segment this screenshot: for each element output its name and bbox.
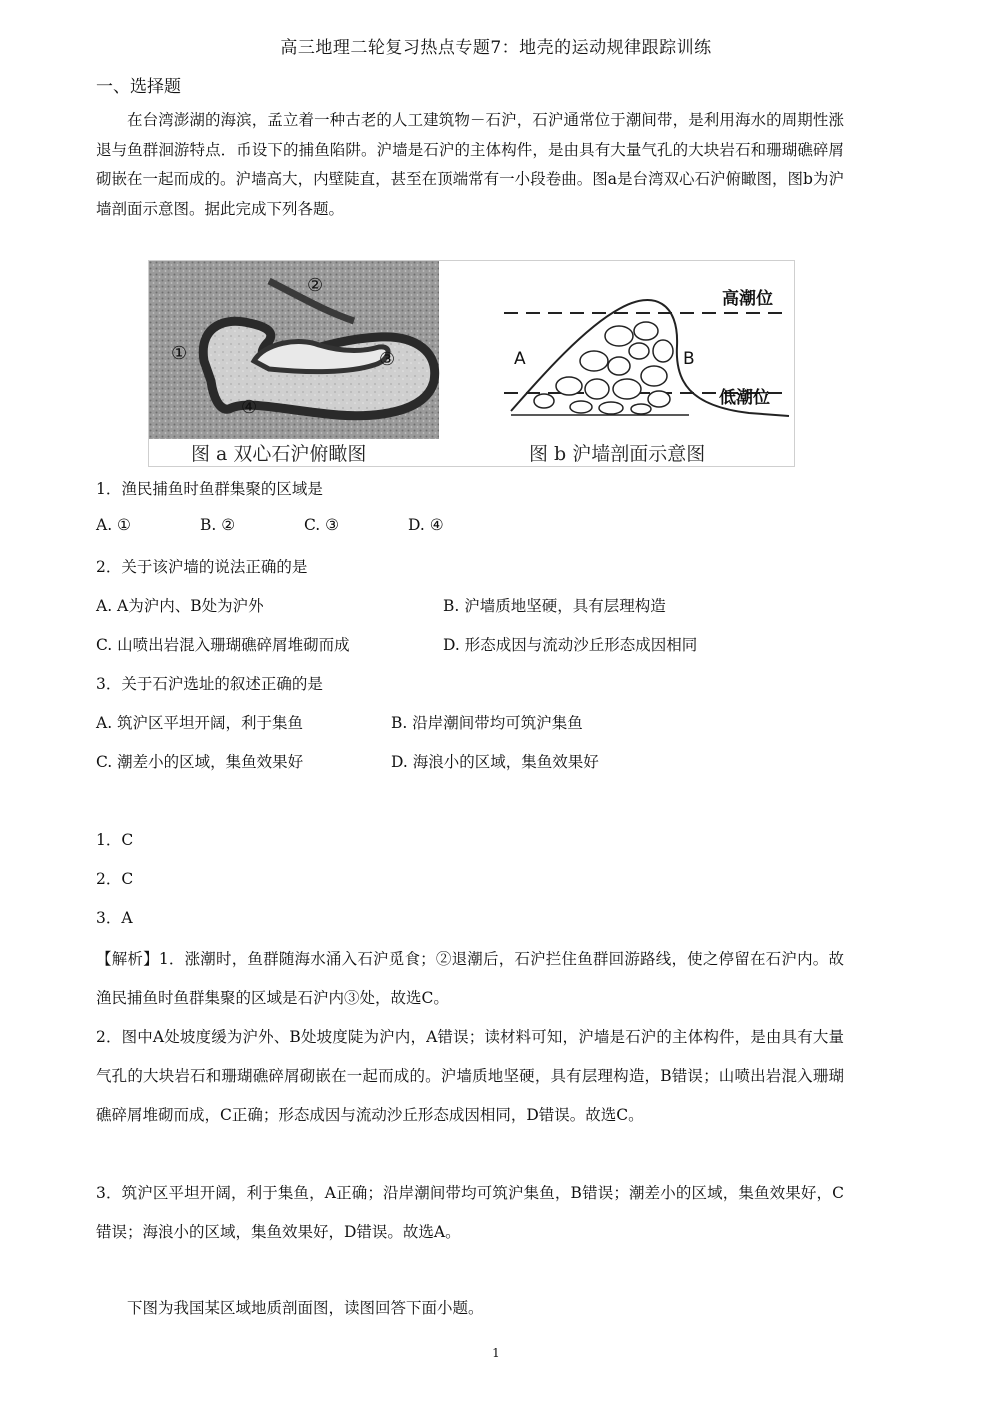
marker-2: ②	[307, 275, 324, 296]
analysis-2: 2．图中A处坡度缓为沪外、B处坡度陡为沪内，A错误；读材料可知，沪墙是石沪的主体构件，是由具有大量气孔的大块岩石和珊瑚礁碎屑砌嵌在一起而成的。沪墙质地坚硬，具有层理构造，B错误；山喷出岩混入珊瑚礁碎屑堆砌而成，C正确；形态成因与流动沙丘形态成因相同，D错误。故选C。	[96, 1028, 844, 1124]
question-2-option-c: C. 山喷出岩混入珊瑚礁碎屑堆砌而成	[96, 636, 350, 654]
low-tide-label: 低潮位	[719, 388, 770, 408]
document-title: 高三地理二轮复习热点专题7：地壳的运动规律跟踪训练	[280, 38, 712, 58]
answer-2: 2．C	[96, 870, 134, 888]
marker-4: ④	[241, 397, 258, 418]
marker-1: ①	[171, 343, 188, 364]
page-number: 1	[492, 1346, 500, 1360]
question-3-option-a: A. 筑沪区平坦开阔，利于集鱼	[96, 714, 304, 732]
answer-3: 3．A	[96, 909, 133, 927]
question-2-option-b: B. 沪墙质地坚硬，具有层理构造	[443, 597, 666, 615]
marker-3: ③	[379, 349, 396, 370]
question-1-option-d: D. ④	[408, 516, 444, 534]
intro-paragraph: 在台湾澎湖的海滨，孟立着一种古老的人工建筑物－石沪，石沪通常位于潮间带，是利用海水的周期性涨退与鱼群洄游特点．币设下的捕鱼陷阱。沪墙是石沪的主体构件，是由具有大量气孔的大块岩石和珊瑚礁碎屑砌嵌在一起而成的。沪墙高大，内壁陡直，甚至在顶端常有一小段卷曲。图a是台湾双心石沪俯瞰图，图b为沪墙剖面示意图。据此完成下列各题。	[96, 111, 844, 218]
label-b: B	[683, 349, 695, 369]
question-2-option-a: A. A为沪内、B处为沪外	[96, 597, 264, 615]
question-3-option-d: D. 海浪小的区域，集鱼效果好	[391, 753, 599, 771]
question-3-stem: 3．关于石沪选址的叙述正确的是	[96, 675, 323, 693]
figure-graphic	[149, 261, 794, 466]
figure-a-caption: 图 a 双心石沪俯瞰图	[191, 443, 367, 465]
aerial-photo-panel	[149, 261, 439, 439]
question-1-stem: 1．渔民捕鱼时鱼群集聚的区域是	[96, 480, 323, 498]
analysis-1: 【解析】1．涨潮时，鱼群随海水涌入石沪觅食；②退潮后，石沪拦住鱼群回游路线，使之停留在石沪内。故渔民捕鱼时鱼群集聚的区域是石沪内③处，故选C。	[96, 950, 844, 1007]
figure-stone-weir	[148, 260, 795, 467]
question-1-option-b: B. ②	[200, 516, 236, 534]
section-heading: 一、选择题	[96, 77, 181, 97]
label-a: A	[514, 349, 526, 369]
next-section-intro: 下图为我国某区域地质剖面图，读图回答下面小题。	[127, 1299, 484, 1317]
question-2-option-d: D. 形态成因与流动沙丘形态成因相同	[443, 636, 698, 654]
question-1-option-c: C. ③	[304, 516, 340, 534]
answer-1: 1．C	[96, 831, 134, 849]
question-1-option-a: A. ①	[96, 516, 131, 534]
high-tide-label: 高潮位	[722, 289, 773, 309]
question-3-option-b: B. 沿岸潮间带均可筑沪集鱼	[391, 714, 583, 732]
question-3-option-c: C. 潮差小的区域，集鱼效果好	[96, 753, 304, 771]
figure-b-caption: 图 b 沪墙剖面示意图	[529, 443, 706, 465]
question-2-stem: 2．关于该沪墙的说法正确的是	[96, 558, 308, 576]
analysis-3: 3．筑沪区平坦开阔，利于集鱼，A正确；沿岸潮间带均可筑沪集鱼，B错误；潮差小的区域，集鱼效果好，C错误；海浪小的区域，集鱼效果好，D错误。故选A。	[96, 1184, 844, 1241]
